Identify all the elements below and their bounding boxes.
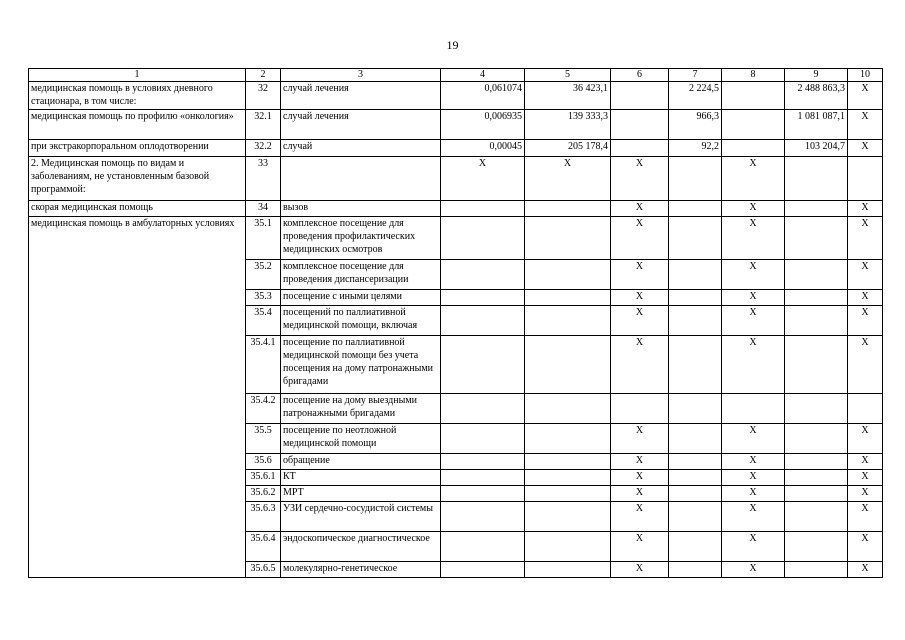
value-cell: X (848, 260, 883, 290)
value-cell (441, 260, 525, 290)
care-type-cell: медицинская помощь в условиях дневного стационара, в том числе: (29, 82, 246, 110)
value-cell: X (848, 140, 883, 157)
line-number-cell: 35.4 (246, 306, 281, 336)
value-cell (525, 260, 611, 290)
value-cell: X (848, 424, 883, 454)
column-header: 6 (611, 69, 669, 82)
care-type-cell: медицинская помощь в амбулаторных условиях (29, 217, 246, 578)
care-type-cell: 2. Медицинская помощь по видам и заболеваниям, не установленным базовой программой: (29, 157, 246, 201)
line-number-cell: 33 (246, 157, 281, 201)
line-number-cell: 35.6.4 (246, 532, 281, 562)
value-cell: 0,006935 (441, 110, 525, 140)
value-cell: X (848, 217, 883, 260)
value-cell (525, 454, 611, 470)
value-cell: X (848, 454, 883, 470)
line-number-cell: 32 (246, 82, 281, 110)
line-number-cell: 35.6.2 (246, 486, 281, 502)
column-header: 5 (525, 69, 611, 82)
value-cell: X (611, 454, 669, 470)
value-cell: X (611, 260, 669, 290)
value-cell (441, 424, 525, 454)
unit-cell: молекулярно-генетическое (281, 562, 441, 578)
value-cell: X (722, 532, 785, 562)
line-number-cell: 35.4.1 (246, 336, 281, 394)
unit-cell (281, 157, 441, 201)
value-cell (441, 217, 525, 260)
unit-cell: посещений по паллиативной медицинской помощи, включая (281, 306, 441, 336)
value-cell (611, 140, 669, 157)
value-cell (785, 470, 848, 486)
value-cell: X (611, 217, 669, 260)
value-cell (848, 394, 883, 424)
value-cell: 205 178,4 (525, 140, 611, 157)
value-cell: X (611, 306, 669, 336)
value-cell (669, 260, 722, 290)
value-cell: X (525, 157, 611, 201)
value-cell (785, 454, 848, 470)
value-cell: X (722, 502, 785, 532)
value-cell: X (722, 562, 785, 578)
value-cell (669, 306, 722, 336)
value-cell: X (722, 217, 785, 260)
column-header: 1 (29, 69, 246, 82)
table-row (29, 110, 883, 140)
value-cell: 139 333,3 (525, 110, 611, 140)
value-cell (611, 82, 669, 110)
line-number-cell: 35.4.2 (246, 394, 281, 424)
value-cell: X (611, 562, 669, 578)
column-header: 9 (785, 69, 848, 82)
value-cell (441, 454, 525, 470)
value-cell: 966,3 (669, 110, 722, 140)
value-cell: X (611, 290, 669, 306)
unit-cell: вызов (281, 201, 441, 217)
value-cell: X (611, 201, 669, 217)
value-cell (669, 454, 722, 470)
value-cell: X (848, 306, 883, 336)
unit-cell: комплексное посещение для проведения профилактических медицинских осмотров (281, 217, 441, 260)
value-cell (525, 532, 611, 562)
care-type-cell: скорая медицинская помощь (29, 201, 246, 217)
value-cell (785, 562, 848, 578)
column-header: 3 (281, 69, 441, 82)
value-cell (669, 336, 722, 394)
value-cell: 2 224,5 (669, 82, 722, 110)
value-cell (441, 306, 525, 336)
value-cell (669, 290, 722, 306)
line-number-cell: 35.6.5 (246, 562, 281, 578)
value-cell (785, 394, 848, 424)
value-cell: 103 204,7 (785, 140, 848, 157)
value-cell (722, 82, 785, 110)
unit-cell: МРТ (281, 486, 441, 502)
value-cell (785, 486, 848, 502)
value-cell: X (722, 201, 785, 217)
page-number: 19 (446, 38, 459, 52)
value-cell (441, 336, 525, 394)
value-cell: X (722, 470, 785, 486)
value-cell: X (611, 486, 669, 502)
value-cell (669, 201, 722, 217)
value-cell (441, 562, 525, 578)
unit-cell: УЗИ сердечно-сосудистой системы (281, 502, 441, 532)
value-cell (669, 562, 722, 578)
table-row (29, 140, 883, 157)
column-number-row (29, 69, 883, 82)
value-cell (441, 486, 525, 502)
value-cell: X (722, 336, 785, 394)
table-row (29, 82, 883, 110)
value-cell (441, 201, 525, 217)
value-cell (785, 336, 848, 394)
value-cell (669, 502, 722, 532)
value-cell: X (848, 336, 883, 394)
column-header: 8 (722, 69, 785, 82)
unit-cell: КТ (281, 470, 441, 486)
value-cell (525, 336, 611, 394)
care-type-cell: медицинская помощь по профилю «онкология» (29, 110, 246, 140)
value-cell: X (722, 486, 785, 502)
value-cell: X (848, 290, 883, 306)
value-cell: 1 081 087,1 (785, 110, 848, 140)
value-cell (669, 157, 722, 201)
value-cell: 36 423,1 (525, 82, 611, 110)
line-number-cell: 34 (246, 201, 281, 217)
line-number-cell: 32.1 (246, 110, 281, 140)
value-cell (785, 260, 848, 290)
line-number-cell: 35.5 (246, 424, 281, 454)
value-cell (611, 394, 669, 424)
unit-cell: обращение (281, 454, 441, 470)
value-cell: X (722, 260, 785, 290)
value-cell: X (722, 157, 785, 201)
line-number-cell: 35.6 (246, 454, 281, 470)
value-cell: X (722, 454, 785, 470)
unit-cell: случай лечения (281, 110, 441, 140)
unit-cell: случай лечения (281, 82, 441, 110)
value-cell: X (848, 201, 883, 217)
value-cell: X (611, 470, 669, 486)
value-cell: 0,061074 (441, 82, 525, 110)
line-number-cell: 35.2 (246, 260, 281, 290)
value-cell (669, 217, 722, 260)
table-row (29, 217, 883, 260)
care-type-cell: при экстракорпоральном оплодотворении (29, 140, 246, 157)
value-cell (669, 424, 722, 454)
value-cell (441, 290, 525, 306)
line-number-cell: 35.6.1 (246, 470, 281, 486)
line-number-cell: 32.2 (246, 140, 281, 157)
value-cell (525, 486, 611, 502)
unit-cell: случай (281, 140, 441, 157)
value-cell (525, 424, 611, 454)
value-cell: X (722, 306, 785, 336)
table-row (29, 157, 883, 201)
unit-cell: эндоскопическое диагностическое (281, 532, 441, 562)
value-cell (441, 394, 525, 424)
column-header: 7 (669, 69, 722, 82)
value-cell: X (611, 336, 669, 394)
value-cell (669, 532, 722, 562)
value-cell: X (848, 486, 883, 502)
line-number-cell: 35.6.3 (246, 502, 281, 532)
value-cell: 2 488 863,3 (785, 82, 848, 110)
value-cell (441, 502, 525, 532)
value-cell: 0,00045 (441, 140, 525, 157)
value-cell (525, 217, 611, 260)
value-cell (525, 201, 611, 217)
unit-cell: комплексное посещение для проведения диспансеризации (281, 260, 441, 290)
value-cell: X (848, 82, 883, 110)
value-cell: X (848, 502, 883, 532)
unit-cell: посещение с иными целями (281, 290, 441, 306)
value-cell: X (722, 290, 785, 306)
value-cell: X (611, 502, 669, 532)
value-cell (785, 306, 848, 336)
value-cell: X (441, 157, 525, 201)
value-cell (669, 470, 722, 486)
value-cell (441, 470, 525, 486)
column-header: 10 (848, 69, 883, 82)
value-cell: X (848, 110, 883, 140)
value-cell: X (611, 157, 669, 201)
value-cell: X (848, 562, 883, 578)
value-cell: X (848, 532, 883, 562)
column-header: 4 (441, 69, 525, 82)
value-cell (611, 110, 669, 140)
value-cell (785, 157, 848, 201)
value-cell (525, 394, 611, 424)
value-cell: X (722, 424, 785, 454)
value-cell (441, 532, 525, 562)
value-cell (785, 532, 848, 562)
value-cell (525, 562, 611, 578)
column-header: 2 (246, 69, 281, 82)
value-cell (722, 110, 785, 140)
value-cell (785, 290, 848, 306)
unit-cell: посещение на дому выездными патронажными бригадами (281, 394, 441, 424)
value-cell (785, 424, 848, 454)
value-cell (525, 290, 611, 306)
value-cell: X (848, 470, 883, 486)
value-cell: 92,2 (669, 140, 722, 157)
value-cell (525, 502, 611, 532)
value-cell (785, 201, 848, 217)
value-cell (722, 140, 785, 157)
value-cell (525, 306, 611, 336)
unit-cell: посещение по неотложной медицинской помощи (281, 424, 441, 454)
value-cell (669, 486, 722, 502)
value-cell: X (611, 532, 669, 562)
value-cell (785, 502, 848, 532)
unit-cell: посещение по паллиативной медицинской помощи без учета посещения на дому патронажными бригадами (281, 336, 441, 394)
line-number-cell: 35.1 (246, 217, 281, 260)
medical-care-table (28, 68, 883, 578)
value-cell (525, 470, 611, 486)
value-cell (722, 394, 785, 424)
value-cell (669, 394, 722, 424)
value-cell (848, 157, 883, 201)
value-cell: X (611, 424, 669, 454)
line-number-cell: 35.3 (246, 290, 281, 306)
table-row (29, 201, 883, 217)
value-cell (785, 217, 848, 260)
